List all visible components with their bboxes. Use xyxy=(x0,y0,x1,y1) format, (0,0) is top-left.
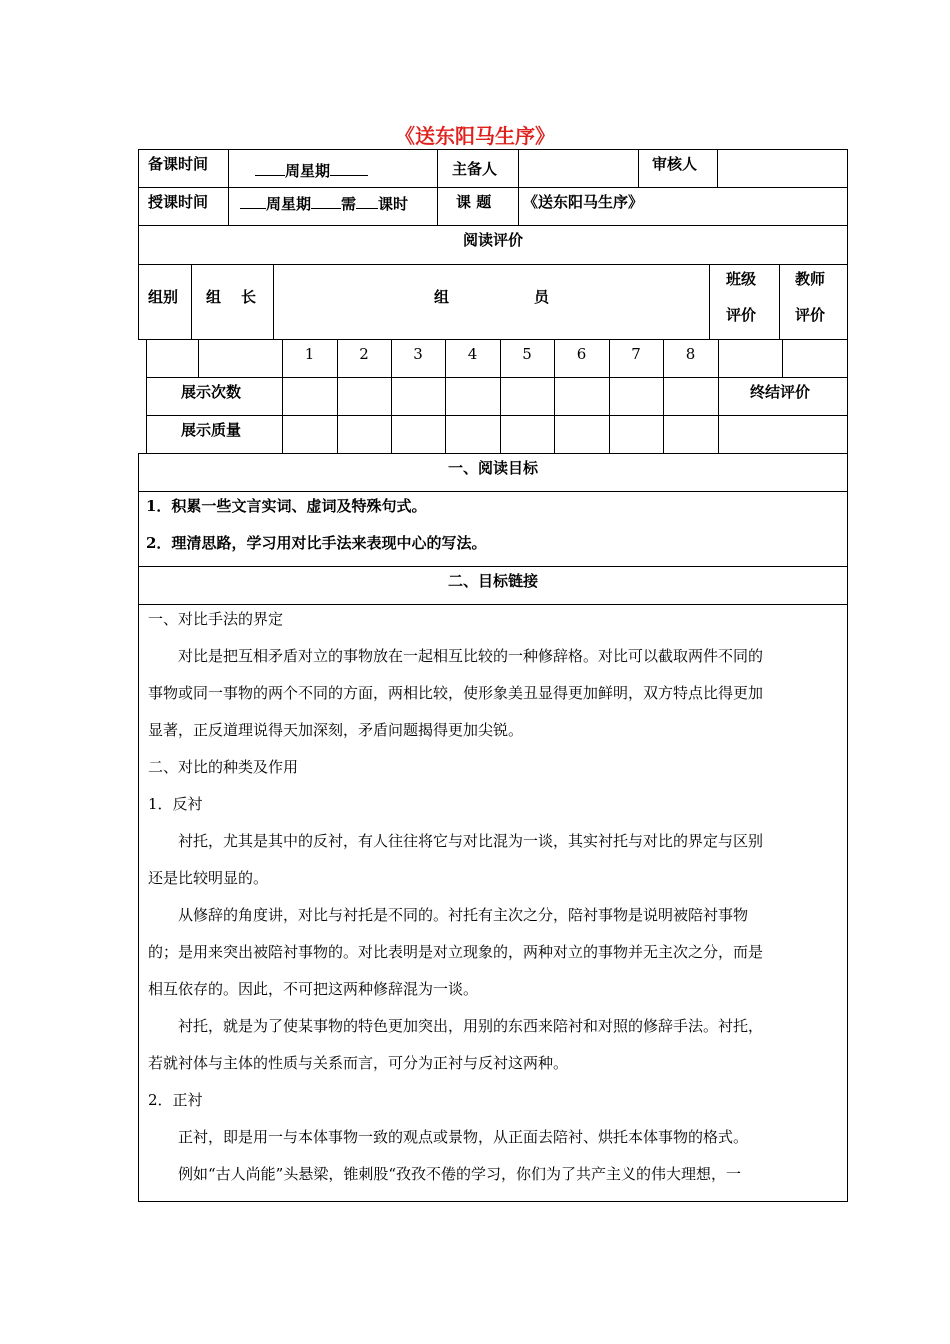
number-cell: 1 xyxy=(304,345,315,363)
divider xyxy=(273,264,274,340)
display-quality-label: 展示质量 xyxy=(181,421,242,439)
divider xyxy=(146,377,848,378)
divider xyxy=(138,187,848,188)
class-eval-a: 班级 xyxy=(726,270,757,288)
paragraph-line: 还是比较明显的。 xyxy=(148,869,269,887)
prep-time-label: 备课时间 xyxy=(148,155,209,173)
class-eval-b: 评价 xyxy=(726,306,757,324)
divider xyxy=(138,491,848,492)
number-cell: 2 xyxy=(359,345,369,363)
reviewer-label: 审核人 xyxy=(652,155,698,173)
heading-contrast-definition: 一、对比手法的界定 xyxy=(148,610,284,628)
paragraph-line: 例如“古人尚能”头悬梁，锥刺股“孜孜不倦的学习，你们为了共产主义的伟大理想，一 xyxy=(178,1165,742,1183)
leader-label-a: 组 xyxy=(206,288,222,306)
page-title: 《送东阳马生序》 xyxy=(395,124,555,148)
number-cell: 3 xyxy=(413,345,423,363)
members-label-a: 组 xyxy=(434,288,450,306)
divider xyxy=(638,149,639,187)
paragraph-line: 从修辞的角度讲，对比与衬托是不同的。衬托有主次之分，陪衬事物是说明被陪衬事物 xyxy=(178,906,749,924)
paragraph-line: 若就衬体与主体的性质与关系而言，可分为正衬与反衬这两种。 xyxy=(148,1054,569,1072)
paragraph-line: 对比是把互相矛盾对立的事物放在一起相互比较的一种修辞格。对比可以截取两件不同的 xyxy=(178,647,764,665)
teacher-eval-a: 教师 xyxy=(795,270,826,288)
divider xyxy=(198,339,199,377)
need-label: 需 xyxy=(341,195,357,213)
leader-label-b: 长 xyxy=(241,288,257,306)
paragraph-line: 的；是用来突出被陪衬事物的。对比表明是对立现象的，两种对立的事物并无主次之分，而是 xyxy=(148,943,764,961)
heading-positive-foil: 2．正衬 xyxy=(148,1091,203,1109)
divider xyxy=(782,339,783,377)
divider xyxy=(437,149,438,225)
divider xyxy=(191,264,192,340)
paragraph-line: 相互依存的。因此，不可把这两种修辞混为一谈。 xyxy=(148,980,479,998)
display-count-label: 展示次数 xyxy=(181,383,242,401)
topic-label: 课 题 xyxy=(456,193,492,211)
paragraph-line: 衬托，尤其是其中的反衬，有人往往将它与对比混为一谈，其实衬托与对比的界定与区别 xyxy=(178,832,764,850)
divider xyxy=(146,415,848,416)
teach-time-label: 授课时间 xyxy=(148,193,209,211)
divider xyxy=(228,149,229,225)
links-section-title: 二、目标链接 xyxy=(447,572,538,590)
divider xyxy=(779,264,780,340)
divider xyxy=(718,339,719,454)
teacher-eval-b: 评价 xyxy=(795,306,826,324)
topic-value: 《送东阳马生序》 xyxy=(523,193,644,211)
number-cell: 8 xyxy=(685,345,696,363)
number-cell: 7 xyxy=(631,345,641,363)
paragraph-line: 正衬，即是用一与本体事物一致的观点或景物，从正面去陪衬、烘托本体事物的格式。 xyxy=(178,1128,749,1146)
goals-section-title: 一、阅读目标 xyxy=(447,459,538,477)
divider xyxy=(138,264,848,265)
goal-item: 2．理清思路，学习用对比手法来表现中心的写法。 xyxy=(146,534,487,552)
divider xyxy=(709,264,710,340)
divider xyxy=(138,225,848,226)
number-cell: 5 xyxy=(522,345,532,363)
members-label-b: 员 xyxy=(534,288,550,306)
number-cell: 4 xyxy=(467,345,478,363)
evaluation-section-title: 阅读评价 xyxy=(462,231,523,249)
heading-contrast-types: 二、对比的种类及作用 xyxy=(148,758,299,776)
paragraph-line: 显著，正反道理说得天加深刻，矛盾问题揭得更加尖锐。 xyxy=(148,721,524,739)
paragraph-line: 衬托，就是为了使某事物的特色更加突出，用别的东西来陪衬和对照的修辞手法。衬托， xyxy=(178,1017,764,1035)
divider xyxy=(138,566,848,567)
week-label: 周星期 xyxy=(266,195,312,213)
divider xyxy=(138,604,848,605)
heading-foil: 1．反衬 xyxy=(148,795,203,813)
divider xyxy=(717,149,718,187)
period-label: 课时 xyxy=(378,195,409,213)
week-label: 周星期 xyxy=(285,162,331,180)
paragraph-line: 事物或同一事物的两个不同的方面，两相比较，使形象美丑显得更加鲜明，双方特点比得更加 xyxy=(148,684,764,702)
teach-time-field[interactable] xyxy=(240,192,408,214)
links-body xyxy=(148,607,838,1199)
leader-label xyxy=(206,287,256,307)
final-eval-label: 终结评价 xyxy=(750,383,811,401)
prep-week-field[interactable] xyxy=(255,159,368,181)
group-label: 组别 xyxy=(148,288,179,306)
goal-item: 1．积累一些文言实词、虚词及特殊句式。 xyxy=(146,497,427,515)
main-preparer-label: 主备人 xyxy=(452,160,498,178)
number-cell: 6 xyxy=(576,345,587,363)
divider xyxy=(518,149,519,225)
